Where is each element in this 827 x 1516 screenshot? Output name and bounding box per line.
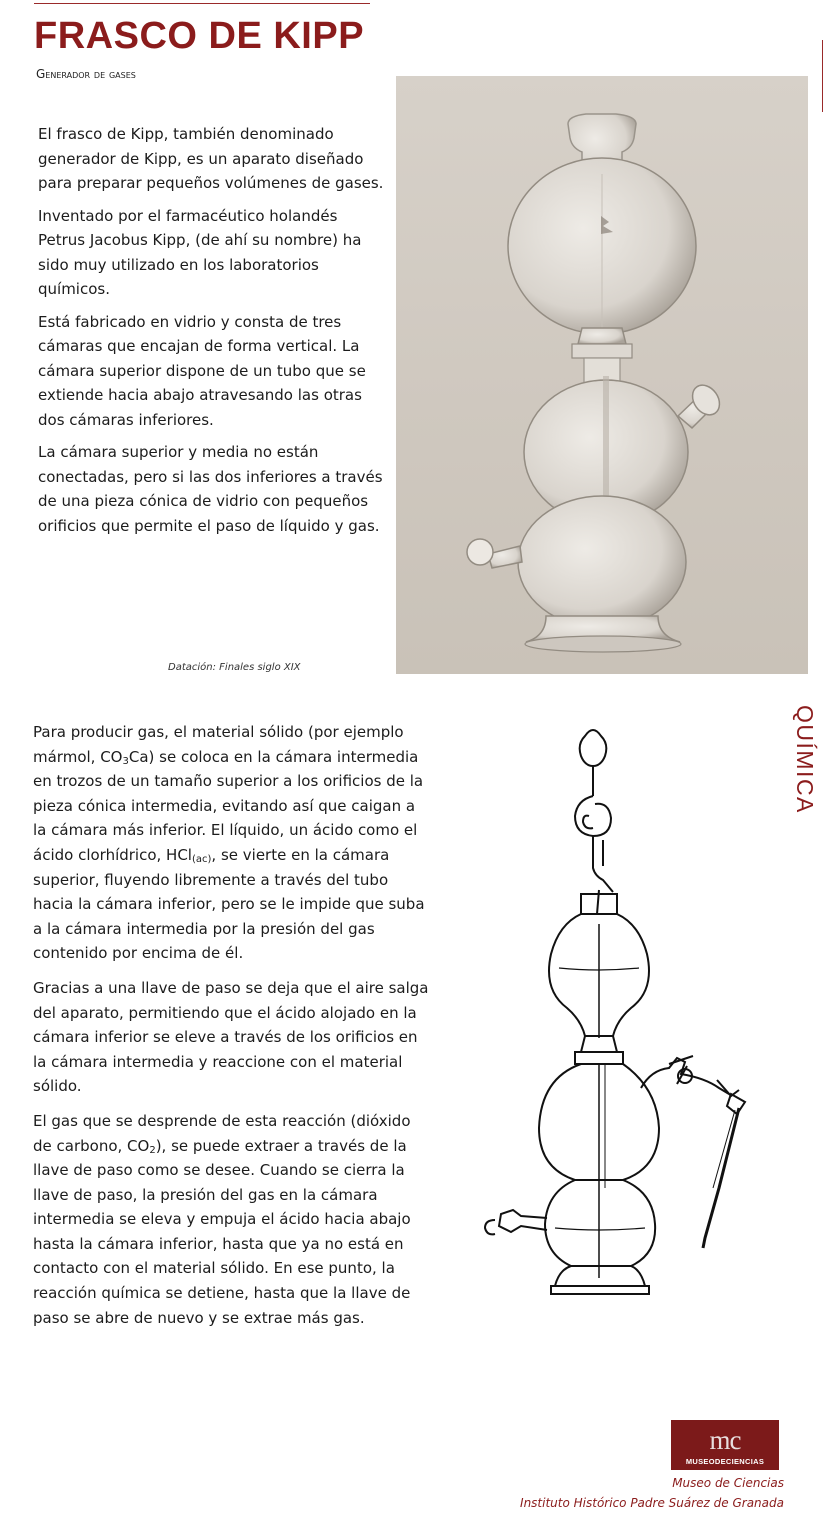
dating-caption: Datación: Finales siglo XIX xyxy=(168,662,301,673)
page-title: FRASCO DE KIPP xyxy=(34,15,365,57)
institute-name: Instituto Histórico Padre Suárez de Granada xyxy=(520,1496,784,1510)
page-subtitle: Generador de gases xyxy=(36,67,136,81)
intro-text xyxy=(38,122,386,546)
logo-mark: mc xyxy=(709,1425,741,1455)
kipp-engraving xyxy=(455,718,755,1296)
category-label-text: QUÍMICA xyxy=(792,705,818,814)
intro-paragraph: El frasco de Kipp, también denominado generador de Kipp, es un aparato diseñado para preparar pequeños volúmenes de gases. xyxy=(38,125,384,192)
body-paragraph: Gracias a una llave de paso se deja que el aire salga del aparato, permitiendo que el ácido alojado en la cámara inferior se eleve a través de los orificios en la cámara intermedia y reaccione con el material sólido. xyxy=(33,978,429,1096)
museum-name: Museo de Ciencias xyxy=(672,1476,784,1490)
kipp-engraving-illustration xyxy=(455,718,755,1296)
body-paragraph: El gas que se desprende de esta reacción (dióxido de carbono, $CO_2$), se puede extraer a través de la llave de paso como se desee. Cuando se cierra la llave de paso, la presión del gas en la cámara intermedia se eleva y empuja el ácido hacia abajo hasta la cámara inferior, hasta que ya no está en contacto con el material sólido. En ese punto, la reacción química se detiene, hasta que la llave de paso se abre de nuevo y se extrae más gas. xyxy=(33,1111,411,1327)
kipp-photo-illustration xyxy=(396,76,808,674)
kipp-apparatus-photo xyxy=(396,76,808,674)
top-rule xyxy=(34,3,370,4)
intro-paragraph: La cámara superior y media no están conectadas, pero si las dos inferiores a través de una pieza cónica de vidrio con pequeños orificios que permite el paso de líquido y gas. xyxy=(38,443,383,535)
intro-paragraph: Inventado por el farmacéutico holandés Petrus Jacobus Kipp, (de ahí su nombre) ha sido muy utilizado en los laboratorios químicos. xyxy=(38,206,362,298)
intro-paragraph: Está fabricado en vidrio y consta de tres cámaras que encajan de forma vertical. La cámara superior dispone de un tubo que se extiende hacia abajo atravesando las otras dos cámaras inferiores. xyxy=(38,312,366,429)
category-label xyxy=(790,705,820,815)
museum-logo xyxy=(671,1420,779,1470)
right-rule xyxy=(822,40,823,112)
body-paragraph: Para producir gas, el material sólido (por ejemplo mármol, $CO_3Ca$) se coloca en la cámara intermedia en trozos de un tamaño superior a los orificios de la pieza cónica intermedia, evitando así que caigan a la cámara más inferior. El líquido, un ácido como el ácido clorhídrico, HCl$_{(ac)}$, se vierte en la cámara superior, fluyendo libremente a través del tubo hacia la cámara inferior, pero se le impide que suba a la cámara intermedia por la presión del gas contenido por encima de él. xyxy=(33,723,425,963)
logo-text: MUSEODECIENCIAS xyxy=(685,1457,765,1466)
body-text xyxy=(33,720,429,1340)
